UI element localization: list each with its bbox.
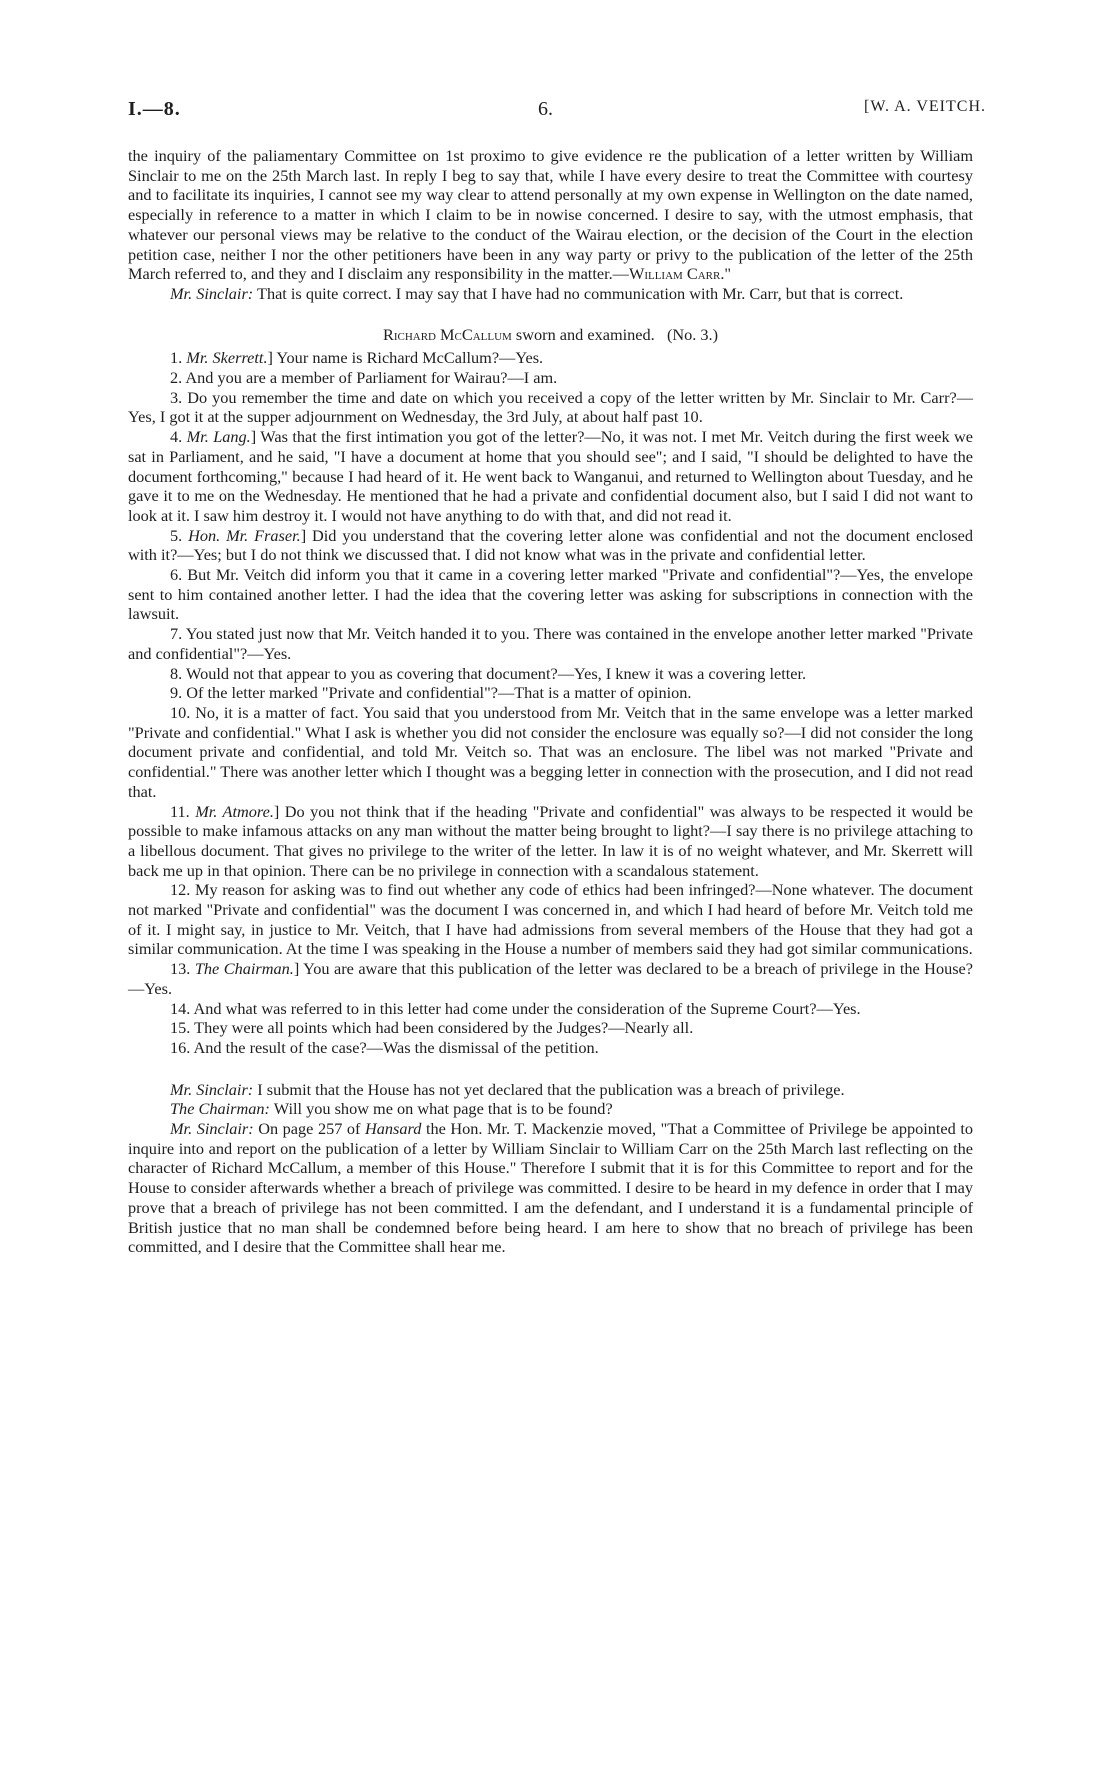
question-answer-text: ] Your name is Richard McCallum?—Yes. bbox=[267, 348, 544, 368]
question-number: 10. bbox=[170, 702, 196, 722]
question-answer-text: Of the letter marked "Private and confidential"?—That is a matter of opinion. bbox=[186, 683, 692, 703]
opening-letter-text: the inquiry of the paliamentary Committee on 1st proximo to give evidence re the publication of a letter written by William Sinclair to me on the 25th March last. In reply I beg to say that, while I have every desire to treat the Committee with courtesy and to facilitate its inquiries, I cannot see my way clear to attend personally at my own expense in Wellington on the date named, especially in reference to a matter in which I claim to be in nowise concerned. I desire to say, with the utmost emphasis, that whatever our personal views may be relative to the conduct of the Wairau election, or the decision of the Court in the election petition case, neither I nor the other petitioners have been in any way party or privy to the publication of the letter of the 25th March referred to, and they and I disclaim any responsibility in the matter.— bbox=[128, 146, 973, 284]
qa-item bbox=[128, 565, 973, 624]
speaker-name: Mr. Sinclair: bbox=[170, 1079, 254, 1099]
question-number: 13. bbox=[170, 959, 195, 979]
question-number: 4. bbox=[170, 427, 187, 447]
speaker-name: Mr. Sinclair: bbox=[170, 1119, 254, 1139]
question-number: 15. bbox=[170, 1018, 195, 1038]
question-answer-text: ] Was that the first intimation you got of the letter?—No, it was not. I met Mr. Veitch during the first week we sat in Parliament, and he said, "I have a document at home that you should see"; and I said, "I should be delighted to have the document forthcoming," because I had heard of it. He went back to Wanganui, and returned to Wellington about Tuesday, and he gave it to me on the Wednesday. He mentioned that he had a private and confidential document also, but I said I did not want to look at it. I saw him destroy it. I would not have anything to do with that, and did not read it. bbox=[128, 427, 973, 525]
question-number: 16. bbox=[170, 1037, 194, 1057]
qa-item bbox=[128, 802, 973, 881]
question-number: 2. bbox=[170, 368, 186, 388]
examiner-name: Mr. Lang. bbox=[186, 427, 251, 447]
statement-text: I submit that the House has not yet declared that the publication was a breach of privilege. bbox=[253, 1079, 845, 1099]
qa-item bbox=[128, 880, 973, 959]
qa-item bbox=[128, 999, 973, 1019]
witness-sworn: sworn and examined. bbox=[511, 324, 655, 344]
statement-text-continued: the Hon. Mr. T. Mackenzie moved, "That a Committee of Privilege be appointed to inquire into and report on the publication of a letter by William Sinclair to William Carr on the 25th March last reflecting on the character of Richard McCallum, a member of this House." Therefore I submit that it is for this Committee to report and for the House to consider afterwards whether a breach of privilege was committed. I desire to be heard in my defence in order that I may prove that a breach of privilege has not been committed. I am the defendant, and I understand it is a fundamental principle of British justice that no man shall be condemned before being heard. I am here to show that no breach of privilege has been committed, and I desire that the Committee shall hear me. bbox=[128, 1119, 974, 1257]
examiner-name: Mr. Atmore. bbox=[195, 801, 274, 821]
question-number: 14. bbox=[170, 998, 194, 1018]
qa-item bbox=[128, 526, 973, 565]
qa-item bbox=[128, 683, 973, 703]
hansard-reference: Hansard bbox=[365, 1119, 422, 1139]
question-number: 1. bbox=[170, 348, 187, 368]
question-answer-text: ] Did you understand that the covering letter alone was confidential and not the document enclosed with it?—Yes; but I do not think we discussed that. I did not know what was in the private and confidential letter. bbox=[128, 525, 974, 565]
question-number: 7. bbox=[170, 624, 186, 644]
page-number: 6. bbox=[538, 98, 553, 120]
qa-item bbox=[128, 664, 973, 684]
question-answer-text: But Mr. Veitch did inform you that it came in a covering letter marked "Private and confidential"?—Yes, the envelope sent to him contained another letter. I had the idea that the covering letter was asking for subscriptions in connection with the lawsuit. bbox=[128, 565, 974, 624]
closing-paragraph bbox=[128, 1119, 973, 1257]
question-answer-text: ] You are aware that this publication of the letter was declared to be a breach of privilege in the House?—Yes. bbox=[128, 959, 974, 998]
speaker-name: Mr. Sinclair: bbox=[170, 283, 254, 303]
document-reference: I.—8. bbox=[128, 98, 181, 120]
witness-heading bbox=[128, 325, 973, 345]
witness-name: Richard McCallum bbox=[382, 324, 512, 344]
examiner-name: Hon. Mr. Fraser. bbox=[188, 525, 301, 545]
statement-text: Will you show me on what page that is to be found? bbox=[269, 1099, 613, 1119]
qa-item bbox=[128, 368, 973, 388]
document-body bbox=[128, 146, 973, 1257]
witness-running-head: [W. A. VEITCH. bbox=[864, 98, 986, 115]
examiner-name: Mr. Skerrett. bbox=[186, 348, 268, 368]
question-number: 11. bbox=[170, 801, 196, 821]
question-answer-text: And you are a member of Parliament for Wairau?—I am. bbox=[185, 368, 558, 388]
question-number: 12. bbox=[170, 880, 195, 900]
question-answer-text: You stated just now that Mr. Veitch handed it to you. There was contained in the envelope another letter marked "Private and confidential"?—Yes. bbox=[128, 624, 973, 663]
qa-item bbox=[128, 348, 973, 368]
question-number: 9. bbox=[170, 683, 187, 703]
sinclair-remark bbox=[128, 284, 973, 304]
question-answer-text: And the result of the case?—Was the dismissal of the petition. bbox=[193, 1037, 599, 1057]
question-number: 6. bbox=[170, 565, 188, 585]
opening-letter-paragraph bbox=[128, 146, 973, 284]
question-answer-list bbox=[128, 348, 973, 1057]
question-answer-text: Would not that appear to you as covering that document?—Yes, I knew it was a covering letter. bbox=[186, 663, 807, 683]
question-answer-text: And what was referred to in this letter had come under the consideration of the Supreme Court?—Yes. bbox=[193, 998, 861, 1018]
question-answer-text: My reason for asking was to find out whether any code of ethics had been infringed?—None whatever. The document not marked "Private and confidential" was the document I was concerned in, and which I had heard of before Mr. Veitch told me of it. I might say, in justice to Mr. Veitch, that I have had admissions from several members of the House that they had got a similar communication. At the time I was speaking in the House a number of members said they had got similar communications. bbox=[128, 880, 974, 959]
qa-item bbox=[128, 959, 973, 998]
question-number: 5. bbox=[170, 525, 189, 545]
letter-signature: William Carr bbox=[628, 264, 721, 284]
qa-item bbox=[128, 703, 973, 802]
examiner-name: The Chairman. bbox=[194, 959, 294, 979]
qa-item bbox=[128, 624, 973, 663]
witness-number: (No. 3.) bbox=[666, 324, 719, 344]
qa-item bbox=[128, 1018, 973, 1038]
question-number: 3. bbox=[170, 387, 188, 407]
remark-text: That is quite correct. I may say that I have had no communication with Mr. Carr, but that is correct. bbox=[253, 283, 904, 303]
question-number: 8. bbox=[170, 663, 186, 683]
qa-item bbox=[128, 427, 973, 526]
qa-item bbox=[128, 1038, 973, 1058]
letter-end: ." bbox=[720, 264, 732, 284]
qa-item bbox=[128, 388, 973, 427]
closing-paragraph bbox=[128, 1080, 973, 1100]
question-answer-text: Do you remember the time and date on which you received a copy of the letter written by Mr. Sinclair to Mr. Carr?—Yes, I got it at the supper adjournment on Wednesday, the 3rd July, at about half past 10. bbox=[128, 387, 973, 427]
question-answer-text: ] Do you not think that if the heading "Private and confidential" was always to be respected it would be possible to make infamous attacks on any man without the matter being brought to light?—I say there is no privilege attaching to a libellous document. That gives no privilege to the writer of the letter. In law it is of no weight whatever, and Mr. Skerrett will back me up in that opinion. There can be no privilege in connection with a scandalous statement. bbox=[128, 801, 973, 880]
question-answer-text: They were all points which had been considered by the Judges?—Nearly all. bbox=[194, 1018, 694, 1038]
speaker-name: The Chairman: bbox=[170, 1099, 270, 1119]
question-answer-text: No, it is a matter of fact. You said that you understood from Mr. Veitch that in the same envelope was a letter marked "Private and confidential." What I ask is whether you did not consider the enclosure was equally so?—I did not consider the long document private and confidential, and told Mr. Veitch so. That was an enclosure. The libel was not marked "Private and confidential." There was another letter which I thought was a begging letter in connection with the prosecution, and I did not read that. bbox=[128, 702, 973, 801]
closing-discussion bbox=[128, 1080, 973, 1257]
closing-paragraph bbox=[128, 1099, 973, 1119]
statement-text: On page 257 of bbox=[253, 1119, 366, 1139]
